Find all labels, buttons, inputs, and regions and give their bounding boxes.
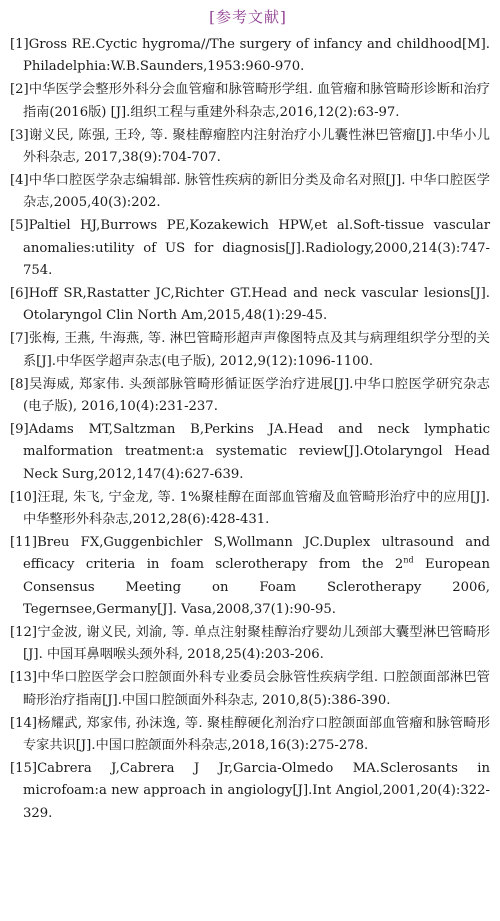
reference-text: Gross RE.Cyctic hygroma//The surgery of infancy and childhood[M]. Philadelphia:W.B.Saunders,1953:960-970. [23,37,490,75]
reference-text: 杨耀武, 郑家伟, 孙沫逸, 等. 聚桂醇硬化剂治疗口腔颌面部血管瘤和脉管畸形专家共识[J].中国口腔颌面外科杂志,2018,16(3):275-278. [23,715,490,754]
reference-text: Hoff SR,Rastatter JC,Richter GT.Head and neck vascular lesions[J]. Otolaryngol Clin North Am,2015,48(1):29-45. [23,285,490,324]
reference-item [6,125,490,170]
references-heading: [参考文献] [209,8,287,26]
reference-number: [5] [10,218,29,234]
reference-number: [7] [10,331,29,347]
reference-item [6,328,490,373]
reference-text: 中华口腔医学会口腔颌面外科专业委员会脉管性疾病学组. 口腔颌面部淋巴管畸形治疗指南[J].中国口腔颌面外科杂志, 2010,8(5):386-390. [23,670,490,708]
reference-item [6,79,490,124]
reference-number: [4] [10,172,29,188]
reference-item [6,532,490,622]
reference-text: 中华医学会整形外科分会血管瘤和脉管畸形学组. 血管瘤和脉管畸形诊断和治疗指南(2016版) [J].组织工程与重建外科杂志,2016,12(2):63-97. [23,82,490,120]
reference-item [6,170,490,215]
reference-number: [14] [10,715,38,731]
reference-item [6,487,490,532]
reference-number: [6] [10,285,29,301]
reference-text: Breu FX,Guggenbichler S,Wollmann JC.Duplex ultrasound and efficacy criteria in foam sclerotherapy from the 2 [23,534,490,573]
superscript-ordinal: nd [403,555,414,565]
reference-number: [3] [10,127,29,143]
reference-text: Adams MT,Saltzman B,Perkins JA.Head and neck lymphatic malformation treatment:a systematic review[J].Otolaryngol Head Neck Surg,2012,147(4):627-639. [23,421,490,482]
reference-text: Cabrera J,Cabrera J Jr,Garcia-Olmedo MA.Sclerosants in microfoam:a new approach in angiology[J].Int Angiol,2001,20(4):322-329. [23,761,490,821]
reference-number: [13] [10,670,38,686]
reference-item [6,667,490,712]
reference-number: [11] [10,534,38,550]
reference-text: 谢义民, 陈强, 王玲, 等. 聚桂醇瘤腔内注射治疗小儿囊性淋巴管瘤[J].中华小儿外科杂志, 2017,38(9):704-707. [23,127,490,166]
reference-item [6,758,490,825]
reference-text: 张梅, 王燕, 牛海燕, 等. 淋巴管畸形超声声像图特点及其与病理组织学分型的关系[J].中华医学超声杂志(电子版), 2012,9(12):1096-1100. [23,331,490,369]
reference-text: European Consensus Meeting on Foam Sclerotherapy 2006, Tegernsee,Germany[J]. Vasa,2008,37(1):90-95. [23,557,490,618]
reference-number: [15] [10,761,38,776]
reference-item [6,419,490,486]
reference-number: [1] [10,37,29,52]
reference-number: [12] [10,625,38,641]
reference-text: Paltiel HJ,Burrows PE,Kozakewich HPW,et al.Soft-tissue vascular anomalies:utility of US for diagnosis[J].Radiology,2000,214(3):747-754. [23,218,490,279]
reference-item [6,374,490,419]
reference-number: [9] [10,421,29,437]
reference-list [6,34,490,825]
reference-text: 宁金波, 谢义民, 刘渝, 等. 单点注射聚桂醇治疗婴幼儿颈部大囊型淋巴管畸形[J]. 中国耳鼻咽喉头颈外科, 2018,25(4):203-206. [23,625,490,663]
reference-text: 吴海威, 郑家伟. 头颈部脉管畸形循证医学治疗进展[J].中华口腔医学研究杂志(电子版), 2016,10(4):231-237. [23,376,490,414]
reference-item [6,713,490,758]
reference-number: [2] [10,82,29,98]
reference-item [6,622,490,667]
reference-number: [8] [10,376,29,392]
reference-item [6,215,490,282]
reference-item [6,34,490,79]
reference-text: 汪琨, 朱飞, 宁金龙, 等. 1%聚桂醇在面部血管瘤及血管畸形治疗中的应用[J]. 中华整形外科杂志,2012,28(6):428-431. [23,489,490,528]
reference-item [6,283,490,328]
reference-number: [10] [10,489,38,505]
reference-text: 中华口腔医学杂志编辑部. 脉管性疾病的新旧分类及命名对照[J]. 中华口腔医学杂志,2005,40(3):202. [23,172,490,211]
